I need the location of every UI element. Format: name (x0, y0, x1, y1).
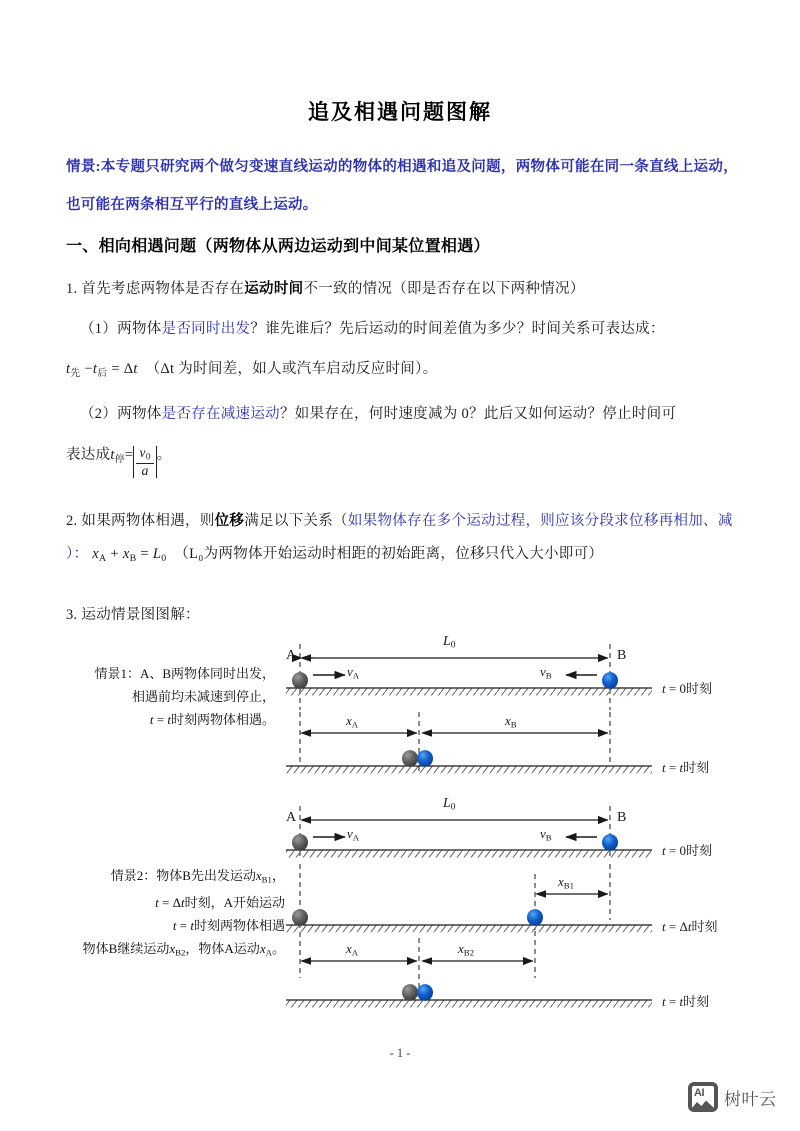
item-2-equation-tail: （L₀为两物体开始运动时相距的初始距离，位移只代入大小即可） (174, 546, 604, 562)
figure-2-label-xB2: $x_{B2}$ (458, 941, 475, 958)
item-1-2-text-c: 表达成 (66, 447, 111, 463)
math-fraction (136, 446, 153, 479)
image-ai-icon-inner (692, 1086, 714, 1108)
item-1-text-a: 首先考虑两物体是否存在 (81, 281, 245, 297)
page-title: 追及相遇问题图解 (308, 100, 492, 124)
item-1-text-bold: 运动时间 (244, 281, 304, 297)
math-xA: x (92, 546, 100, 562)
figure-1-caption-line-1: 情景1：A、B两物体同时出发， (94, 666, 275, 681)
intro-paragraph (66, 148, 738, 224)
math-t-first-sub: 先 (70, 367, 81, 379)
figure-1-label-xB: $x_B$ (505, 713, 517, 730)
item-3-text: 运动情景图图解： (81, 607, 200, 623)
item-1-2-tail: 。 (156, 447, 172, 463)
item-2-text-bold: 位移 (214, 513, 245, 529)
figure-1-time-row-2: t = t时刻 (662, 760, 710, 775)
math-equals-3: = (140, 546, 149, 562)
intro-text: 本专题只研究两个做匀变速直线运动的物体的相遇和追及问题，两物体可能在同一条直线上运动，也可能在两条相互平行的直线上运动。 (66, 159, 738, 213)
figure-2-label-xB1: $x_{B1}$ (558, 874, 575, 891)
image-ai-icon-text: AI (694, 1087, 704, 1099)
figure-2-label-B: B (617, 810, 627, 825)
list-item-1-1 (80, 310, 760, 348)
math-t-first: t (66, 361, 71, 377)
math-minus: − (84, 361, 93, 377)
figure-1-time-row-1: t = 0时刻 (662, 681, 712, 696)
figure-2-time-row-1: t = 0时刻 (662, 843, 712, 858)
math-L0: L (152, 546, 162, 562)
equation-stop-time (66, 436, 756, 479)
image-ai-icon (688, 1082, 718, 1112)
page-number: - 1 - (389, 1046, 411, 1060)
item-3-number: 3. (66, 607, 78, 623)
math-frac-num-sub: 0 (145, 452, 151, 463)
watermark-brand: 树叶云 (724, 1089, 777, 1109)
figure-2-label-vB: $v_B$ (540, 826, 552, 843)
arrowhead-xB-left (421, 729, 432, 737)
item-2-text-a: 如果两物体相遇，则 (81, 513, 215, 529)
item-1-2-text-a: 两物体 (117, 406, 162, 422)
item-1-number: 1. (66, 281, 78, 297)
item-1-2-text-blue: 是否存在减速运动 (161, 406, 280, 422)
ball-A-row-2 (402, 750, 418, 767)
figure-1-label-B: B (617, 648, 627, 663)
math-plus: + (110, 546, 119, 562)
figure-scenario-1 (0, 620, 800, 790)
intro-label: 情景: (66, 159, 101, 175)
figure-2-time-row-3: t = t时刻 (662, 994, 710, 1009)
arrowhead-L0-left (300, 654, 311, 662)
math-t-second: t (92, 361, 98, 377)
arrowhead-L0-left-2 (300, 816, 311, 824)
figure-2-caption-line-2: t = Δt时刻，A开始运动 (155, 895, 285, 911)
item-2-number: 2. (66, 513, 78, 529)
figure-1-label-xA: $x_A$ (346, 713, 359, 730)
math-xA-sub: A (99, 552, 107, 564)
figure-scenario-2 (0, 788, 800, 1028)
item-2-text-b: 满足以下关系（ (244, 513, 348, 529)
image-ai-icon-hill (692, 1099, 714, 1108)
math-equals-2: = (124, 447, 134, 463)
ball-B-row-2 (417, 750, 433, 767)
item-1-2-text-b: ？如果存在，何时速度减为 0？此后又如何运动？停止时间可 (279, 406, 677, 422)
math-xB-sub: B (129, 552, 137, 564)
ball-B-2-row-1 (602, 834, 618, 851)
ball-A-2-row-1 (292, 834, 308, 851)
arrowhead-xB2-left (421, 957, 432, 965)
ground-hatch-2-row-2 (286, 926, 652, 933)
ball-B-2-row-2 (527, 909, 543, 926)
arrowhead-xB1-left (535, 890, 546, 898)
ground-hatch-2-row-3 (286, 1001, 652, 1008)
item-1-1-number: （1） (80, 321, 118, 337)
item-1-1-text-a: 两物体 (117, 321, 162, 337)
math-t-second-sub: 后 (97, 367, 108, 379)
math-t-stop-sub: 停 (114, 453, 125, 465)
item-2-text-blue: 如果物体存在多个运动过程，则应该分段求位移再相加、减 (347, 513, 733, 529)
list-item-1-2 (80, 395, 750, 433)
ball-A-2-row-3 (402, 984, 418, 1001)
figure-2-caption-line-4: 物体B继续运动$x_{B2}$，物体A运动$x_A$。 (82, 941, 285, 958)
figure-1-label-L0: $L_0$ (443, 634, 456, 651)
figure-2-label-vA: $v_A$ (347, 826, 360, 843)
figure-2-label-L0: $L_0$ (443, 796, 456, 813)
arrowhead-xA-left (300, 729, 311, 737)
math-delta-t: Δt (123, 361, 138, 377)
math-frac-num: v (139, 444, 146, 460)
ground-hatch-row-1 (286, 689, 652, 696)
figure-1-label-A: A (286, 648, 297, 663)
figure-2-caption-line-1: 情景2：物体B先出发运动$x_{B1}$， (110, 868, 285, 885)
figure-2-caption (55, 864, 285, 965)
figure-1-label-vB: $v_B$ (540, 664, 552, 681)
ball-B-row-1 (602, 672, 618, 689)
section-1-heading: 一、相向相遇问题（两物体从两边运动到中间某位置相遇） (66, 238, 490, 255)
item-1-1-text-blue: 是否同时出发 (161, 321, 251, 337)
figure-2-time-row-2: t = Δt时刻 (662, 919, 718, 934)
math-L0-sub: 0 (161, 552, 167, 564)
watermark (688, 1082, 777, 1112)
math-frac-den: a (141, 462, 149, 478)
math-abs-group (133, 446, 156, 479)
item-1-text-b: 不一致的情况（即是否存在以下两种情况） (303, 281, 585, 297)
ground-hatch-row-2 (286, 767, 652, 774)
item-1-1-equation-note: （Δt 为时间差，如人或汽车启动反应时间）。 (145, 361, 438, 377)
equation-time-difference (66, 350, 756, 393)
list-item-1 (66, 270, 756, 308)
figure-2-caption-line-3: t = t时刻两物体相遇 (172, 918, 285, 934)
figure-1-caption-line-3: t = t时刻两物体相遇。 (149, 712, 275, 727)
figure-2-label-A: A (286, 810, 297, 825)
item-2-text-c: ）： (66, 546, 89, 562)
figure-2-label-xA: $x_A$ (346, 941, 359, 958)
arrowhead-xA-left-2 (300, 957, 311, 965)
figure-1-caption (60, 662, 275, 731)
figure-1-label-vA: $v_A$ (347, 664, 360, 681)
math-equals: = (111, 361, 120, 377)
equation-displacement-sum (66, 535, 756, 578)
ball-B-2-row-3 (417, 984, 433, 1001)
ball-A-row-1 (292, 672, 308, 689)
ground-hatch-2-row-1 (286, 851, 652, 858)
math-xB: x (122, 546, 130, 562)
figure-1-caption-line-2: 相遇前均未减速到停止， (131, 689, 275, 704)
item-1-2-number: （2） (80, 406, 118, 422)
item-1-1-text-b: ？谁先谁后？先后运动的时间差值为多少？时间关系可表达成： (250, 321, 665, 337)
math-t-stop: t (110, 447, 115, 463)
ball-A-2-row-2 (292, 909, 308, 926)
